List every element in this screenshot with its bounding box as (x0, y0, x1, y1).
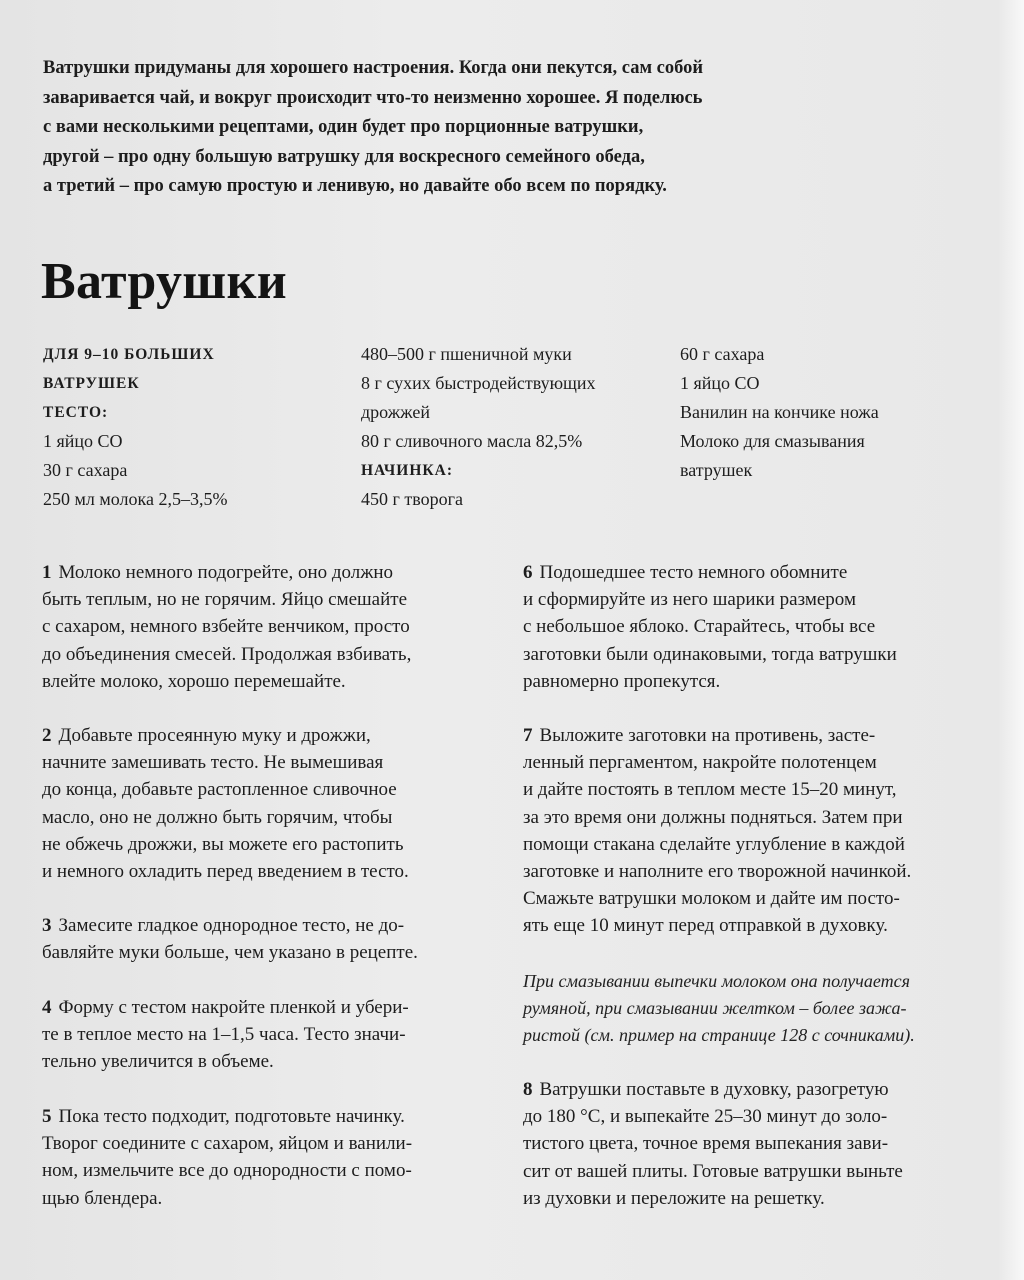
step-text: тельно увеличится в объеме. (42, 1051, 274, 1073)
step-8 (523, 1076, 903, 1212)
ingredient-item: Молоко для смазывания (680, 431, 865, 451)
step-number: 2 (42, 725, 52, 746)
step-text: Творог соедините с сахаром, яйцом и ванили- (42, 1133, 413, 1155)
ingredient-item: 250 мл молока 2,5–3,5% (43, 489, 228, 509)
step-number: 7 (523, 725, 533, 746)
ingredient-item: Ванилин на кончике ножа (680, 402, 879, 422)
ingredient-item: 450 г творога (361, 489, 463, 509)
intro-line: Ватрушки придуманы для хорошего настроения. Когда они пекутся, сам собой (43, 58, 704, 78)
recipe-title: Ватрушки (41, 253, 287, 310)
ingredient-item: дрожжей (361, 402, 430, 422)
tip-text: При смазывании выпечки молоком она получается (523, 971, 910, 991)
yield-heading: ДЛЯ 9–10 БОЛЬШИХ (43, 346, 215, 363)
step-number: 3 (42, 915, 52, 936)
step-text: с сахаром, немного взбейте венчиком, просто (42, 616, 410, 638)
step-6 (523, 559, 897, 695)
ingredients-column-2 (361, 340, 596, 514)
step-text: и дайте постоять в теплом месте 15–20 минут, (523, 779, 897, 801)
intro-line: с вами несколькими рецептами, один будет про порционные ватрушки, (43, 117, 644, 137)
yield-heading: ВАТРУШЕК (43, 375, 140, 392)
ingredient-item: 1 яйцо СО (43, 431, 123, 451)
filling-heading: НАЧИНКА: (361, 462, 453, 479)
ingredient-item: 30 г сахара (43, 460, 128, 480)
step-text: бавляйте муки больше, чем указано в рецепте. (42, 942, 418, 964)
step-text: и сформируйте из него шарики размером (523, 589, 856, 611)
step-text: до объединения смесей. Продолжая взбивать, (42, 643, 412, 665)
step-text: Пока тесто подходит, подготовьте начинку. (58, 1106, 405, 1127)
step-text: ном, измельчите все до однородности с помо- (42, 1160, 412, 1182)
ingredient-item: 60 г сахара (680, 344, 765, 364)
step-text: тистого цвета, точное время выпекания зави- (523, 1133, 889, 1155)
step-text: Замесите гладкое однородное тесто, не до- (58, 915, 405, 936)
dough-heading: ТЕСТО: (43, 404, 109, 421)
step-text: Молоко немного подогрейте, оно должно (58, 562, 394, 583)
ingredients-column-1 (43, 340, 227, 514)
tip-text: румяной, при смазывании желтком – более зажа- (523, 998, 907, 1018)
step-text: равномерно пропекутся. (523, 670, 721, 692)
step-text: с небольшое яблоко. Старайтесь, чтобы все (523, 616, 876, 638)
step-text: быть теплым, но не горячим. Яйцо смешайте (42, 589, 408, 611)
step-number: 4 (42, 997, 52, 1018)
step-text: Ватрушки поставьте в духовку, разогретую (539, 1079, 889, 1100)
step-text: Смажьте ватрушки молоком и дайте им посто- (523, 888, 900, 910)
tip-note (523, 968, 915, 1049)
step-number: 1 (42, 562, 52, 583)
tip-text: ристой (см. пример на странице 128 с сочниками). (523, 1025, 915, 1045)
step-text: те в теплое место на 1–1,5 часа. Тесто значи- (42, 1024, 406, 1046)
step-text: из духовки и переложите на решетку. (523, 1187, 825, 1209)
page-edge (998, 0, 1024, 1280)
step-text: начните замешивать тесто. Не вымешивая (42, 752, 384, 774)
step-text: щью блендера. (42, 1187, 163, 1209)
step-text: до конца, добавьте растопленное сливочное (42, 779, 397, 801)
step-2 (42, 722, 409, 885)
step-text: заготовке и наполните его творожной начинкой. (523, 861, 912, 883)
step-text: Подошедшее тесто немного обомните (539, 562, 848, 583)
step-text: Выложите заготовки на противень, засте- (539, 725, 876, 746)
step-text: не обжечь дрожжи, вы можете его растопить (42, 833, 404, 855)
step-text: ять еще 10 минут перед отправкой в духовку. (523, 915, 888, 937)
step-text: сит от вашей плиты. Готовые ватрушки выньте (523, 1160, 903, 1182)
step-7 (523, 722, 911, 940)
step-text: влейте молоко, хорошо перемешайте. (42, 670, 346, 692)
step-text: за это время они должны подняться. Затем при (523, 806, 903, 828)
step-text: Форму с тестом накройте пленкой и убери- (58, 997, 409, 1018)
ingredient-item: 480–500 г пшеничной муки (361, 344, 572, 364)
ingredients-column-3 (680, 340, 879, 485)
step-text: масло, оно не должно быть горячим, чтобы (42, 806, 393, 828)
step-text: помощи стакана сделайте углубление в каждой (523, 833, 905, 855)
ingredient-item: ватрушек (680, 460, 753, 480)
step-text: заготовки были одинаковыми, тогда ватрушки (523, 643, 897, 665)
ingredient-item: 1 яйцо СО (680, 373, 760, 393)
step-5 (42, 1103, 412, 1212)
step-number: 5 (42, 1106, 52, 1127)
step-number: 8 (523, 1079, 533, 1100)
ingredient-item: 80 г сливочного масла 82,5% (361, 431, 583, 451)
step-text: до 180 °С, и выпекайте 25–30 минут до золо- (523, 1106, 888, 1128)
intro-line: другой – про одну большую ватрушку для воскресного семейного обеда, (43, 146, 645, 167)
ingredient-item: 8 г сухих быстродействующих (361, 373, 596, 393)
intro-line: а третий – про самую простую и ленивую, но давайте обо всем по порядку. (43, 176, 667, 196)
intro-line: заваривается чай, и вокруг происходит что-то неизменно хорошее. Я поделюсь (43, 87, 703, 108)
step-text: ленный пергаментом, накройте полотенцем (523, 752, 877, 774)
step-text: Добавьте просеянную муку и дрожжи, (58, 725, 371, 746)
step-text: и немного охладить перед введением в тесто. (42, 861, 409, 883)
step-3 (42, 912, 418, 966)
intro-paragraph (43, 54, 803, 202)
step-1 (42, 559, 411, 695)
step-number: 6 (523, 562, 533, 583)
step-4 (42, 994, 409, 1076)
